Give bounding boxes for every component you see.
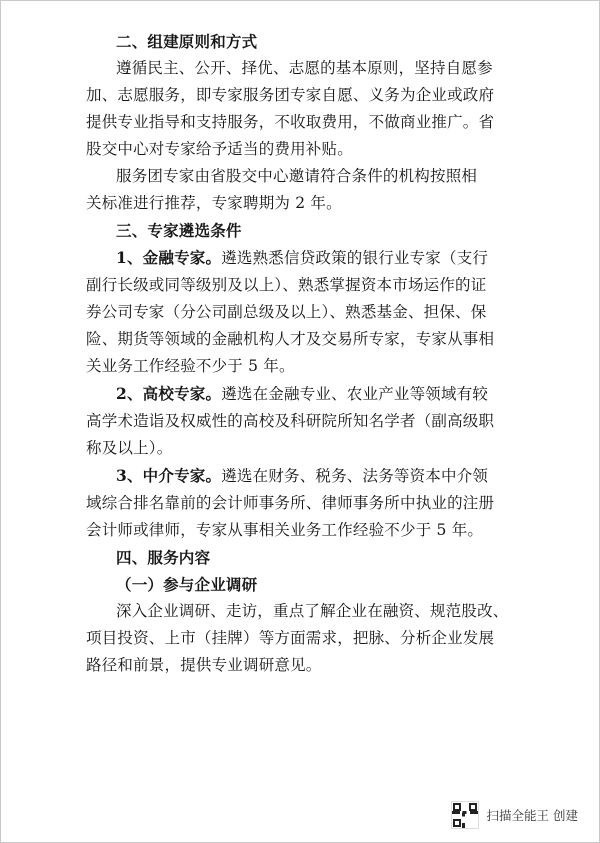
paragraph-line: 关标准进行推荐，专家聘期为 2 年。	[86, 194, 342, 212]
item-lead: 2、高校专家。	[116, 384, 222, 403]
item-lead: 3、中介专家。	[116, 466, 222, 485]
paragraph-line: 关业务工作经验不少于 5 年。	[86, 357, 295, 375]
paragraph-line: 加、志愿服务，即专家服务团专家自愿、义务为企业或政府	[86, 86, 495, 104]
item-text: 遴选在金融专业、农业产业等领域有较	[221, 385, 489, 403]
paragraph-line: 股交中心对专家给予适当的费用补贴。	[86, 140, 353, 158]
paragraph-line: 服务团专家由省股交中心邀请符合条件的机构按照相	[116, 167, 478, 185]
scanner-watermark	[451, 801, 578, 829]
paragraph-line: 券公司专家（分公司副总级及以上）、熟悉基金、担保、保	[86, 303, 487, 321]
paragraph-line: 项目投资、上市（挂牌）等方面需求，把脉、分析企业发展	[86, 629, 495, 647]
paragraph-line: 提供专业指导和支持服务，不收取费用，不做商业推广。省	[86, 113, 495, 131]
paragraph-line: 遵循民主、公开、择优、志愿的基本原则，坚持自愿参	[116, 59, 493, 77]
paragraph-line: 称及以上）。	[86, 439, 173, 457]
qr-code-icon	[451, 801, 479, 829]
paragraph-line	[86, 244, 516, 272]
paragraph-line: 域综合排名靠前的会计师事务所、律师事务所中执业的注册	[86, 494, 495, 512]
subsection-heading: （一）参与企业调研	[116, 575, 258, 594]
item-text: 遴选熟悉信贷政策的银行业专家（支行	[221, 249, 489, 267]
paragraph-line: 副行长级或同等级别及以上）、熟悉掌握资本市场运作的证	[86, 276, 487, 294]
paragraph-line	[86, 462, 516, 490]
paragraph-line: 会计师或律师，专家从事相关业务工作经验不少于 5 年。	[86, 521, 484, 539]
item-text: 遴选在财务、税务、法务等资本中介领	[221, 467, 489, 485]
item-lead: 1、金融专家。	[116, 248, 222, 267]
paragraph-line: 险、期货等领域的金融机构人才及交易所专家，专家从事相	[86, 330, 495, 348]
paragraph-line: 高学术造诣及权威性的高校及科研院所知名学者（副高级职	[86, 412, 495, 430]
watermark-text: 扫描全能王 创建	[486, 808, 578, 823]
section-heading-3: 三、专家遴选条件	[116, 221, 242, 240]
paragraph-line: 路径和前景，提供专业调研意见。	[86, 656, 322, 674]
section-heading-4: 四、服务内容	[116, 548, 211, 567]
paragraph-line: 深入企业调研、走访，重点了解企业在融资、规范股改、	[116, 602, 509, 620]
section-heading-2: 二、组建原则和方式	[116, 32, 258, 51]
document-body	[86, 28, 516, 679]
paragraph-line	[86, 380, 516, 408]
